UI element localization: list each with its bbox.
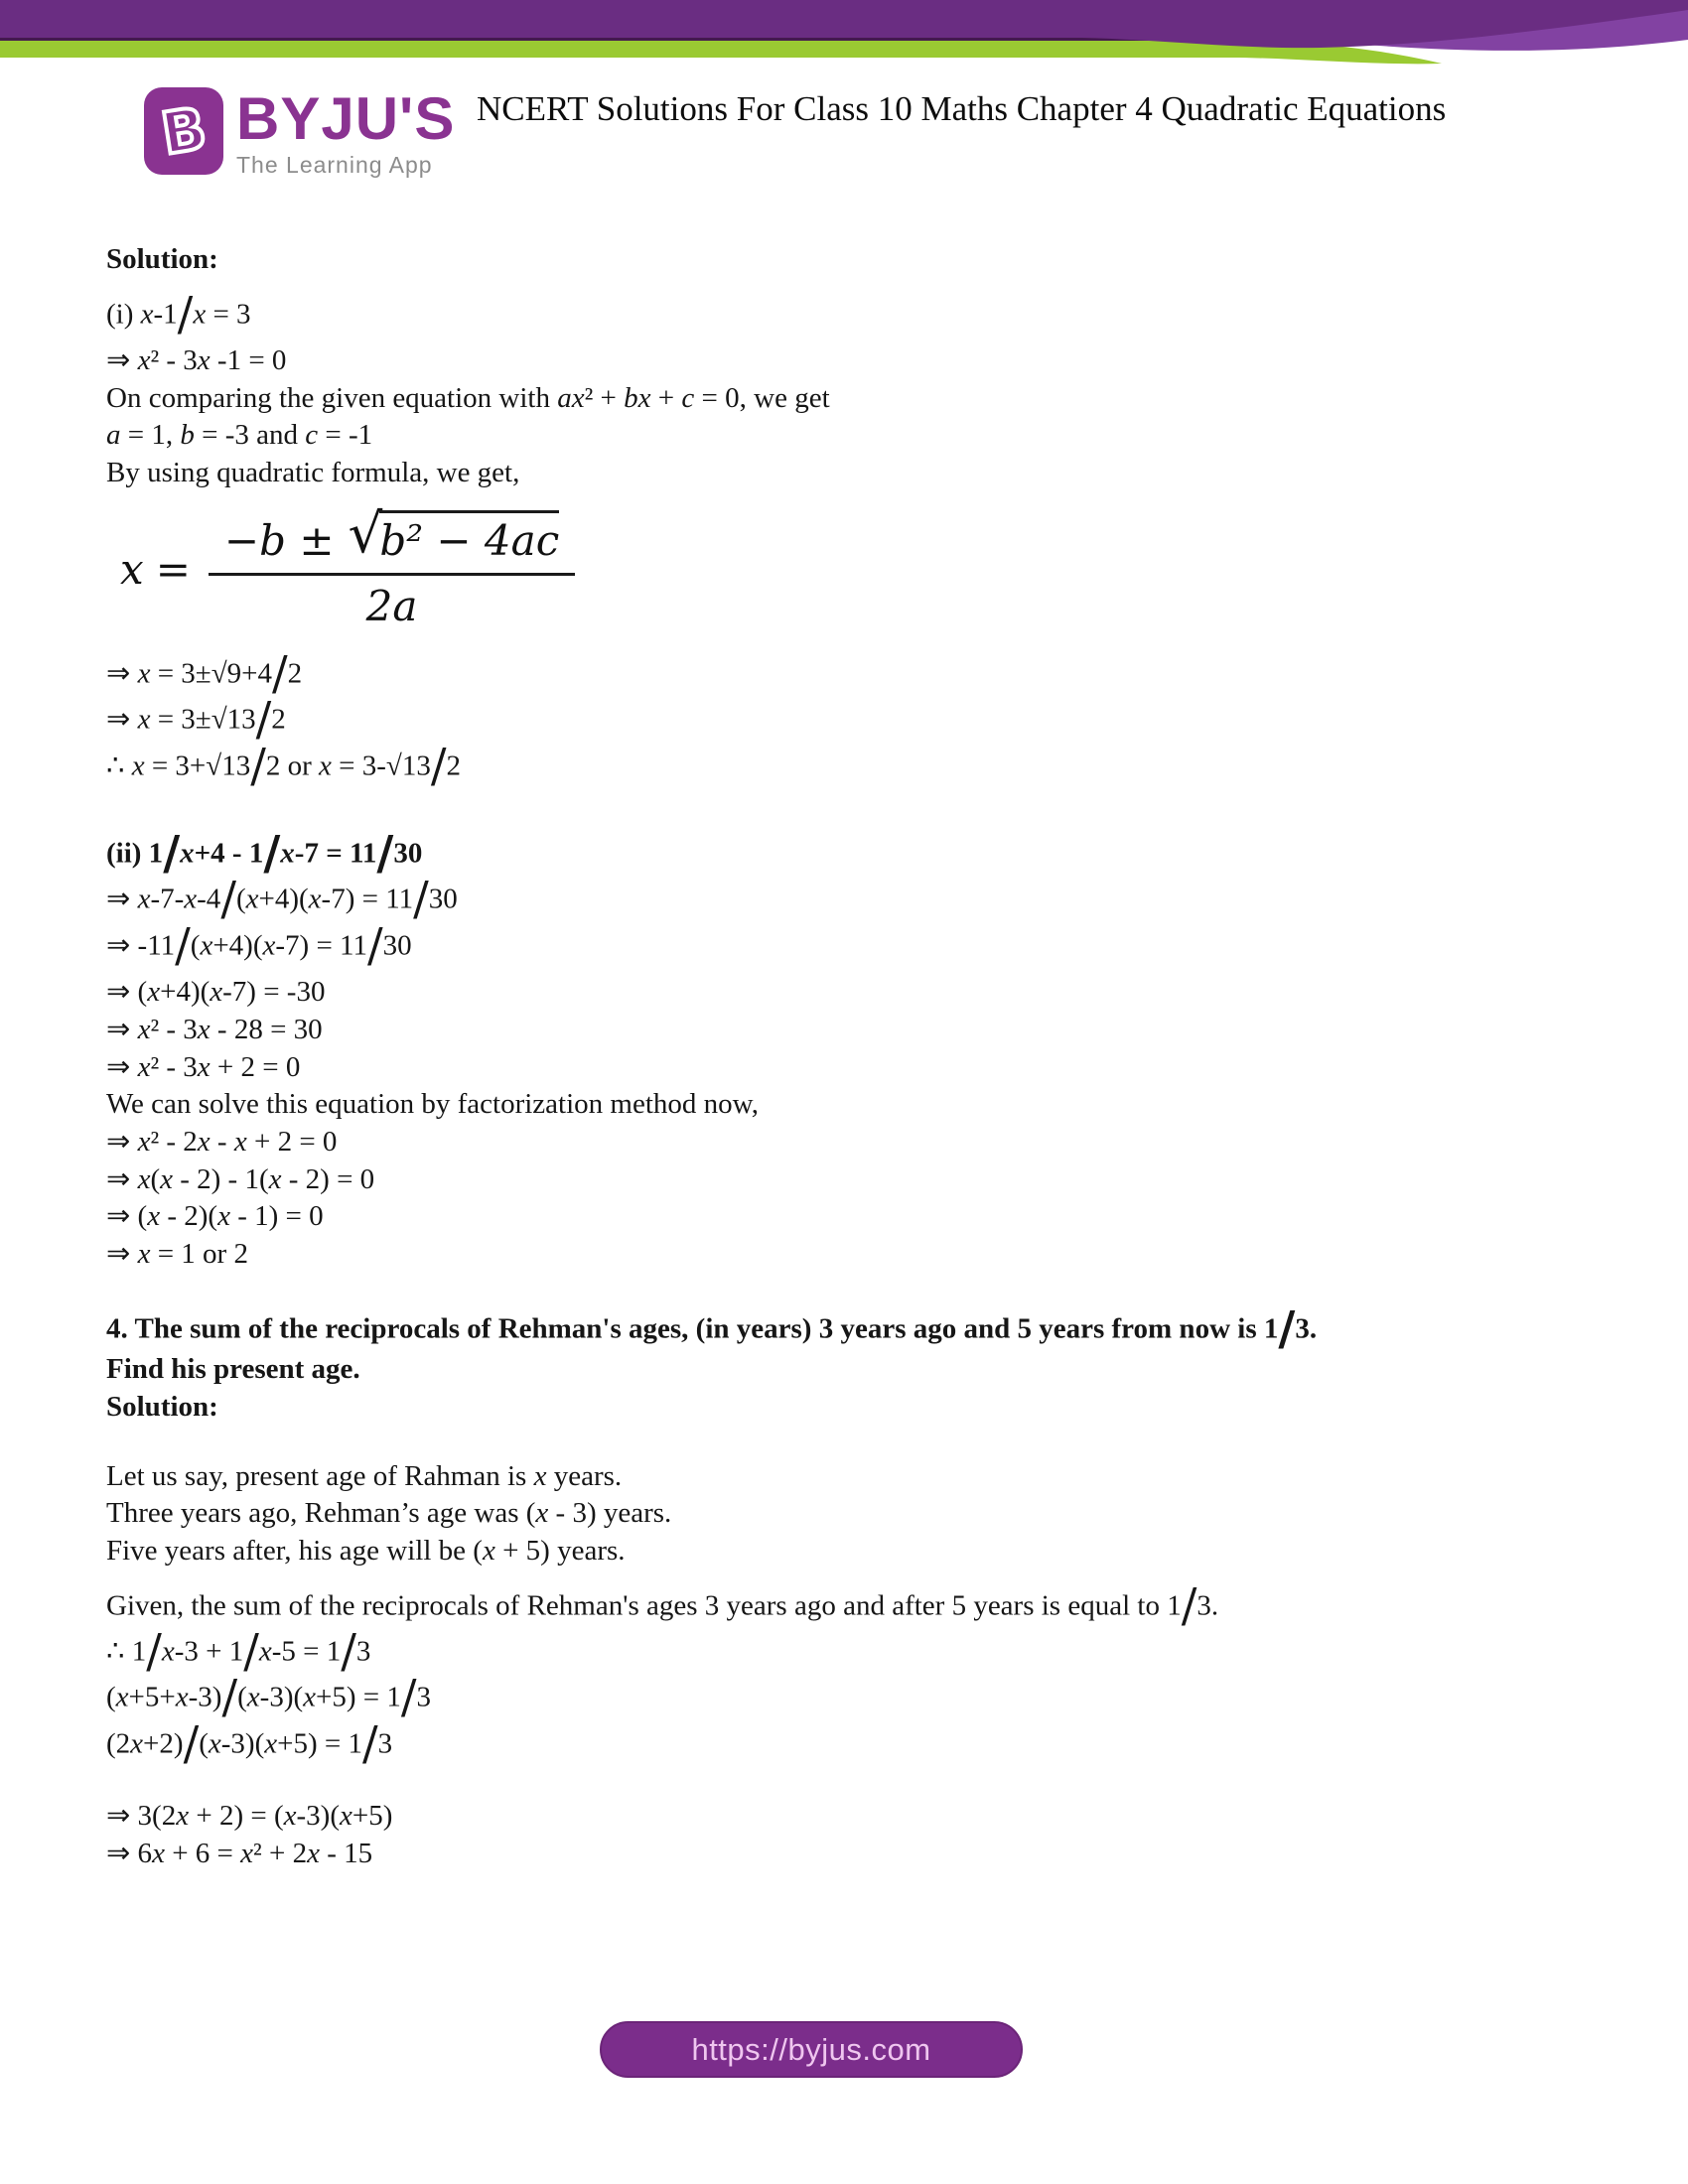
lines-before [106,241,1576,492]
lines-after [106,645,1576,1873]
byjus-tagline: The Learning App [236,152,433,178]
solution-line: On comparing the given equation with ax² + bx + c = 0, we get [106,381,830,414]
solution-line: ⇒ 3(2x + 2) = (x-3)(x+5) [106,1800,393,1833]
byjus-url-label: https://byjus.com [691,2031,931,2067]
formula-numerator-prefix: −b ± [223,515,335,565]
radical-sign-icon: √ [348,500,383,565]
byjus-wordmark: BYJU'S [236,85,456,152]
byjus-b-icon: B [156,93,211,169]
solution-line: ∴ 1/x-3 + 1/x-5 = 1/3 [106,1624,371,1679]
byjus-logo [144,87,455,179]
solution-line: a = 1, b = -3 and c = -1 [106,419,373,452]
formula-equals: = [155,544,191,594]
solution-line: Let us say, present age of Rahman is x years. [106,1459,623,1492]
solution-line: ⇒ 6x + 6 = x² + 2x - 15 [106,1837,373,1869]
solution-line: ⇒ -11/(x+4)(x-7) = 11/30 [106,917,412,972]
formula-radicand: b² − 4ac [379,510,559,565]
solution-line: Solution: [106,1390,218,1423]
solution-line: (i) x-1/x = 3 [106,286,251,341]
solution-content [106,241,1576,1873]
solution-line: Solution: [106,243,218,275]
solution-line: We can solve this equation by factorization method now, [106,1088,759,1121]
formula-denominator: 2a [365,581,418,630]
solution-line: ⇒ (x - 2)(x - 1) = 0 [106,1200,324,1233]
solution-line: ⇒ x² - 3x - 28 = 30 [106,1013,323,1045]
solution-line: ⇒ x² - 2x - x + 2 = 0 [106,1126,338,1159]
formula-lhs: x [120,544,144,594]
solution-line: ⇒ x-7-x-4/(x+4)(x-7) = 11/30 [106,872,458,926]
solution-line: 4. The sum of the reciprocals of Rehman's ages, (in years) 3 years ago and 5 years from now is 1/3. [106,1299,1318,1355]
formula-fraction [209,500,575,630]
solution-line: ⇒ x² - 3x + 2 = 0 [106,1050,301,1083]
byjus-url-button[interactable] [600,2021,1023,2078]
solution-line: Five years after, his age will be (x + 5) years. [106,1534,626,1567]
solution-line: (2x+2)/(x-3)(x+5) = 1/3 [106,1715,393,1770]
solution-line: ⇒ x = 1 or 2 [106,1238,248,1271]
solution-line: ∴ x = 3+√13/2 or x = 3-√13/2 [106,738,461,792]
solution-line: (ii) 1/x+4 - 1/x-7 = 11/30 [106,825,423,881]
solution-line: ⇒ x = 3±√9+4/2 [106,645,303,700]
divider-line [0,38,1253,41]
solution-line: Given, the sum of the reciprocals of Rehman's ages 3 years ago and after 5 years is equal to 1/3. [106,1577,1219,1632]
solution-line: Three years ago, Rehman’s age was (x - 3) years. [106,1497,672,1530]
quadratic-formula-image [120,500,1576,630]
solution-line: ⇒ x(x - 2) - 1(x - 2) = 0 [106,1162,375,1195]
solution-line: Find his present age. [106,1353,360,1386]
solution-line: (x+5+x-3)/(x-3)(x+5) = 1/3 [106,1670,432,1724]
byjus-logo-badge [144,87,223,175]
solution-line: By using quadratic formula, we get, [106,457,520,489]
page-title: NCERT Solutions For Class 10 Maths Chapter 4 Quadratic Equations [477,89,1447,128]
solution-line: ⇒ x = 3±√13/2 [106,692,286,747]
solution-line: ⇒ x² - 3x -1 = 0 [106,344,287,377]
solution-line: ⇒ (x+4)(x-7) = -30 [106,976,326,1009]
